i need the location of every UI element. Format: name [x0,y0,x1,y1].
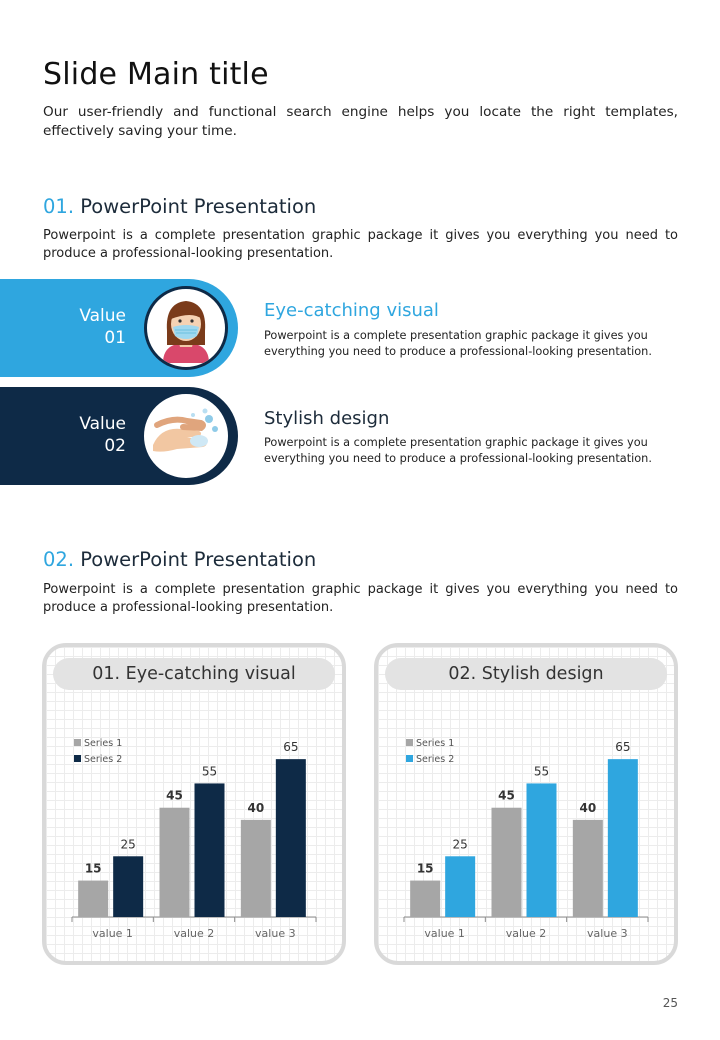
section-2-number: 02. [43,548,75,571]
section-2-heading [43,548,316,571]
legend-swatch [74,739,81,746]
data-label: 65 [615,740,631,755]
legend-swatch [406,739,413,746]
page-number: 25 [662,996,678,1010]
bar-series-2 [527,783,557,917]
value-01-band [0,279,238,377]
bar-series-2 [195,783,225,917]
legend-label: Series 1 [84,738,123,749]
value-02-word: Value [79,414,126,434]
data-label: 40 [579,800,597,815]
legend-label: Series 2 [84,754,123,765]
section-2-title: PowerPoint Presentation [80,548,317,571]
bar-series-1 [78,881,108,917]
value-01-label [79,305,126,349]
legend-label: Series 2 [416,754,455,765]
bar-series-1 [241,820,271,917]
value-02-band [0,387,238,485]
category-label: value 1 [92,927,133,940]
category-label: value 2 [505,927,547,940]
value-01-number: 01 [104,328,126,348]
bar-series-2 [608,759,638,917]
chart-1 [46,647,342,961]
data-label: 25 [452,837,468,852]
data-label: 40 [247,800,265,815]
bar-series-1 [160,808,190,917]
bar-series-1 [573,820,603,917]
feature-2-title: Stylish design [264,408,390,429]
legend-swatch [406,755,413,762]
value-01-word: Value [79,306,126,326]
category-label: value 1 [424,927,465,940]
data-label: 55 [533,764,550,779]
data-label: 45 [166,788,183,803]
bar-series-1 [410,881,440,917]
bar-series-1 [492,808,522,917]
intro-text: Our user-friendly and functional search engine helps you locate the right templates, effectively saving your time. [43,104,678,139]
category-label: value 3 [255,927,296,940]
value-02-label [79,413,126,457]
data-label: 65 [283,740,299,755]
section-1-title: PowerPoint Presentation [80,195,317,218]
data-label: 55 [201,764,218,779]
hand-washing-icon [144,394,228,478]
data-label: 15 [416,861,434,876]
chart-card-1 [42,643,346,965]
data-label: 25 [120,837,136,852]
data-label: 15 [84,861,102,876]
feature-2-description: Powerpoint is a complete presentation graphic package it gives you everything you need to produce a professional-looking presentation. [264,436,652,465]
bar-series-2 [445,856,475,917]
legend-swatch [74,755,81,762]
bar-series-2 [276,759,306,917]
legend-label: Series 1 [416,738,455,749]
chart-2 [378,647,674,961]
bar-series-2 [113,856,143,917]
masked-woman-icon [144,286,228,370]
page-title: Slide Main title [43,57,269,92]
value-02-number: 02 [104,436,126,456]
category-label: value 2 [173,927,215,940]
feature-1-description: Powerpoint is a complete presentation graphic package it gives you everything you need to produce a professional-looking presentation. [264,329,652,358]
section-1-number: 01. [43,195,75,218]
section-1-heading [43,195,316,218]
section-2-description: Powerpoint is a complete presentation graphic package it gives you everything you need to produce a professional-looking presentation. [43,582,678,615]
chart-card-2 [374,643,678,965]
feature-1-title: Eye-catching visual [264,300,439,321]
data-label: 45 [498,788,515,803]
category-label: value 3 [587,927,628,940]
chart-2-title: 02. Stylish design [385,658,667,690]
section-1-description: Powerpoint is a complete presentation graphic package it gives you everything you need to produce a professional-looking presentation. [43,228,678,261]
chart-1-title: 01. Eye-catching visual [53,658,335,690]
